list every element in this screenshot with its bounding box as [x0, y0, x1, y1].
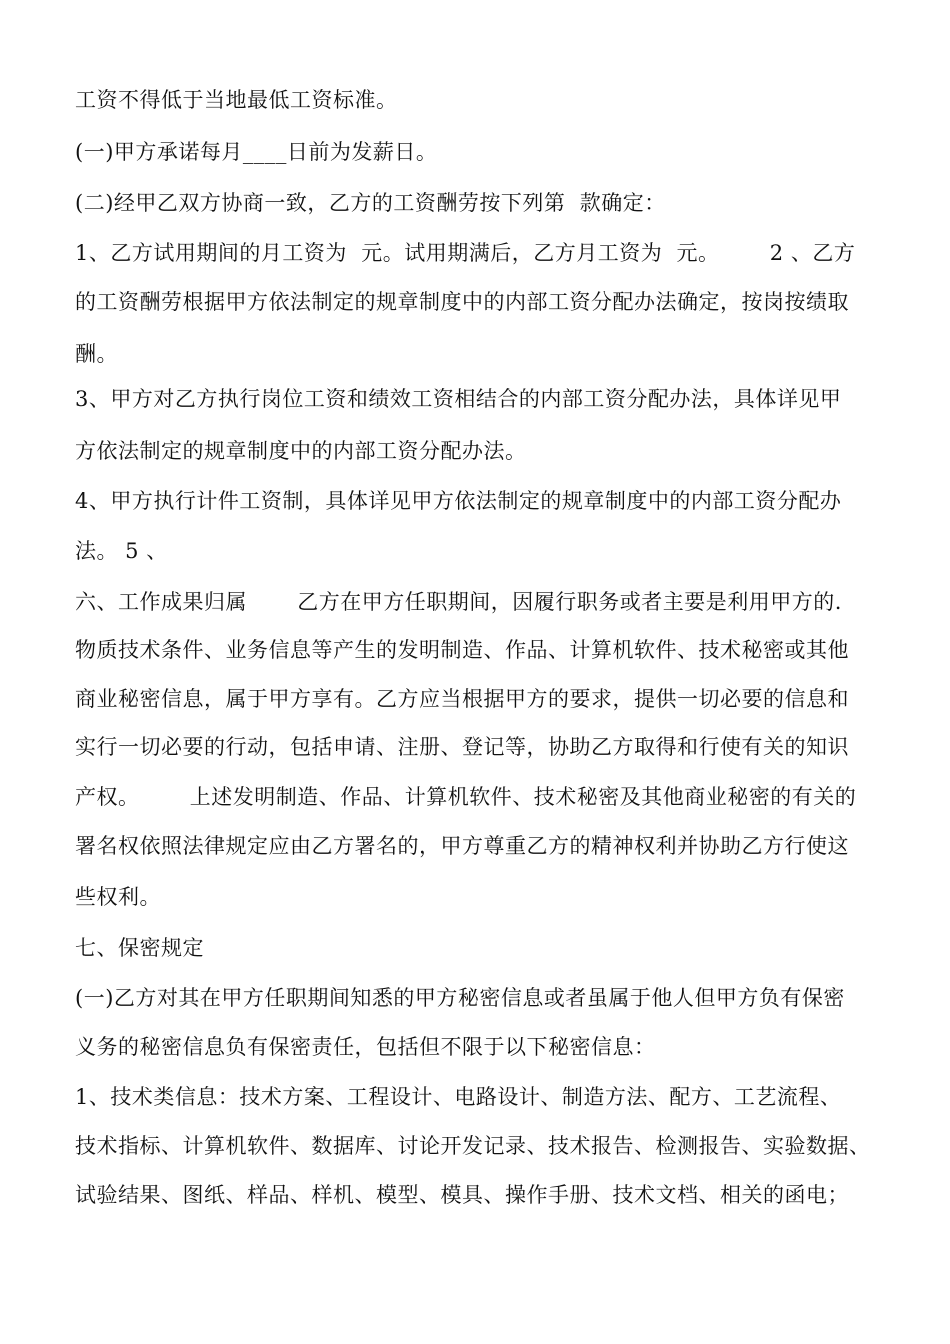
text-line: 的工资酬劳根据甲方依法制定的规章制度中的内部工资分配办法确定，按岗按绩取 [75, 290, 849, 314]
text-line: (一)甲方承诺每月____日前为发薪日。 [75, 140, 438, 164]
text-line: 工资不得低于当地最低工资标准。 [75, 88, 398, 112]
text-line: 1、乙方试用期间的月工资为 元。试用期满后，乙方月工资为 元。 2 、乙方 [75, 241, 856, 265]
text-line: 3、甲方对乙方执行岗位工资和绩效工资相结合的内部工资分配办法，具体详见甲 [75, 387, 842, 411]
text-line: (二)经甲乙双方协商一致，乙方的工资酬劳按下列第 款确定： [75, 191, 666, 215]
text-line: 六、工作成果归属 乙方在甲方任职期间，因履行职务或者主要是利用甲方的. [75, 590, 842, 614]
text-line: 产权。 上述发明制造、作品、计算机软件、技术秘密及其他商业秘密的有关的 [75, 785, 857, 809]
text-line: 义务的秘密信息负有保密责任，包括但不限于以下秘密信息： [75, 1035, 656, 1059]
text-line: 些权利。 [75, 885, 161, 909]
text-line: 4、甲方执行计件工资制，具体详见甲方依法制定的规章制度中的内部工资分配办 [75, 489, 842, 513]
text-line: 技术指标、计算机软件、数据库、讨论开发记录、技术报告、检测报告、实验数据、 [75, 1134, 871, 1158]
text-line: 试验结果、图纸、样品、样机、模型、模具、操作手册、技术文档、相关的函电； [75, 1183, 849, 1207]
text-line: 署名权依照法律规定应由乙方署名的，甲方尊重乙方的精神权利并协助乙方行使这 [75, 834, 849, 858]
text-line: 物质技术条件、业务信息等产生的发明制造、作品、计算机软件、技术秘密或其他 [75, 638, 849, 662]
text-line: 方依法制定的规章制度中的内部工资分配办法。 [75, 439, 527, 463]
text-line: 商业秘密信息，属于甲方享有。乙方应当根据甲方的要求，提供一切必要的信息和 [75, 687, 849, 711]
text-line: 1、技术类信息：技术方案、工程设计、电路设计、制造方法、配方、工艺流程、 [75, 1085, 842, 1109]
text-line: 酬。 [75, 342, 118, 366]
text-line: (一)乙方对其在甲方任职期间知悉的甲方秘密信息或者虽属于他人但甲方负有保密 [75, 986, 845, 1010]
section-heading: 七、保密规定 [75, 936, 204, 960]
text-line: 法。 5 、 [75, 539, 168, 563]
text-line: 实行一切必要的行动，包括申请、注册、登记等，协助乙方取得和行使有关的知识 [75, 735, 849, 759]
